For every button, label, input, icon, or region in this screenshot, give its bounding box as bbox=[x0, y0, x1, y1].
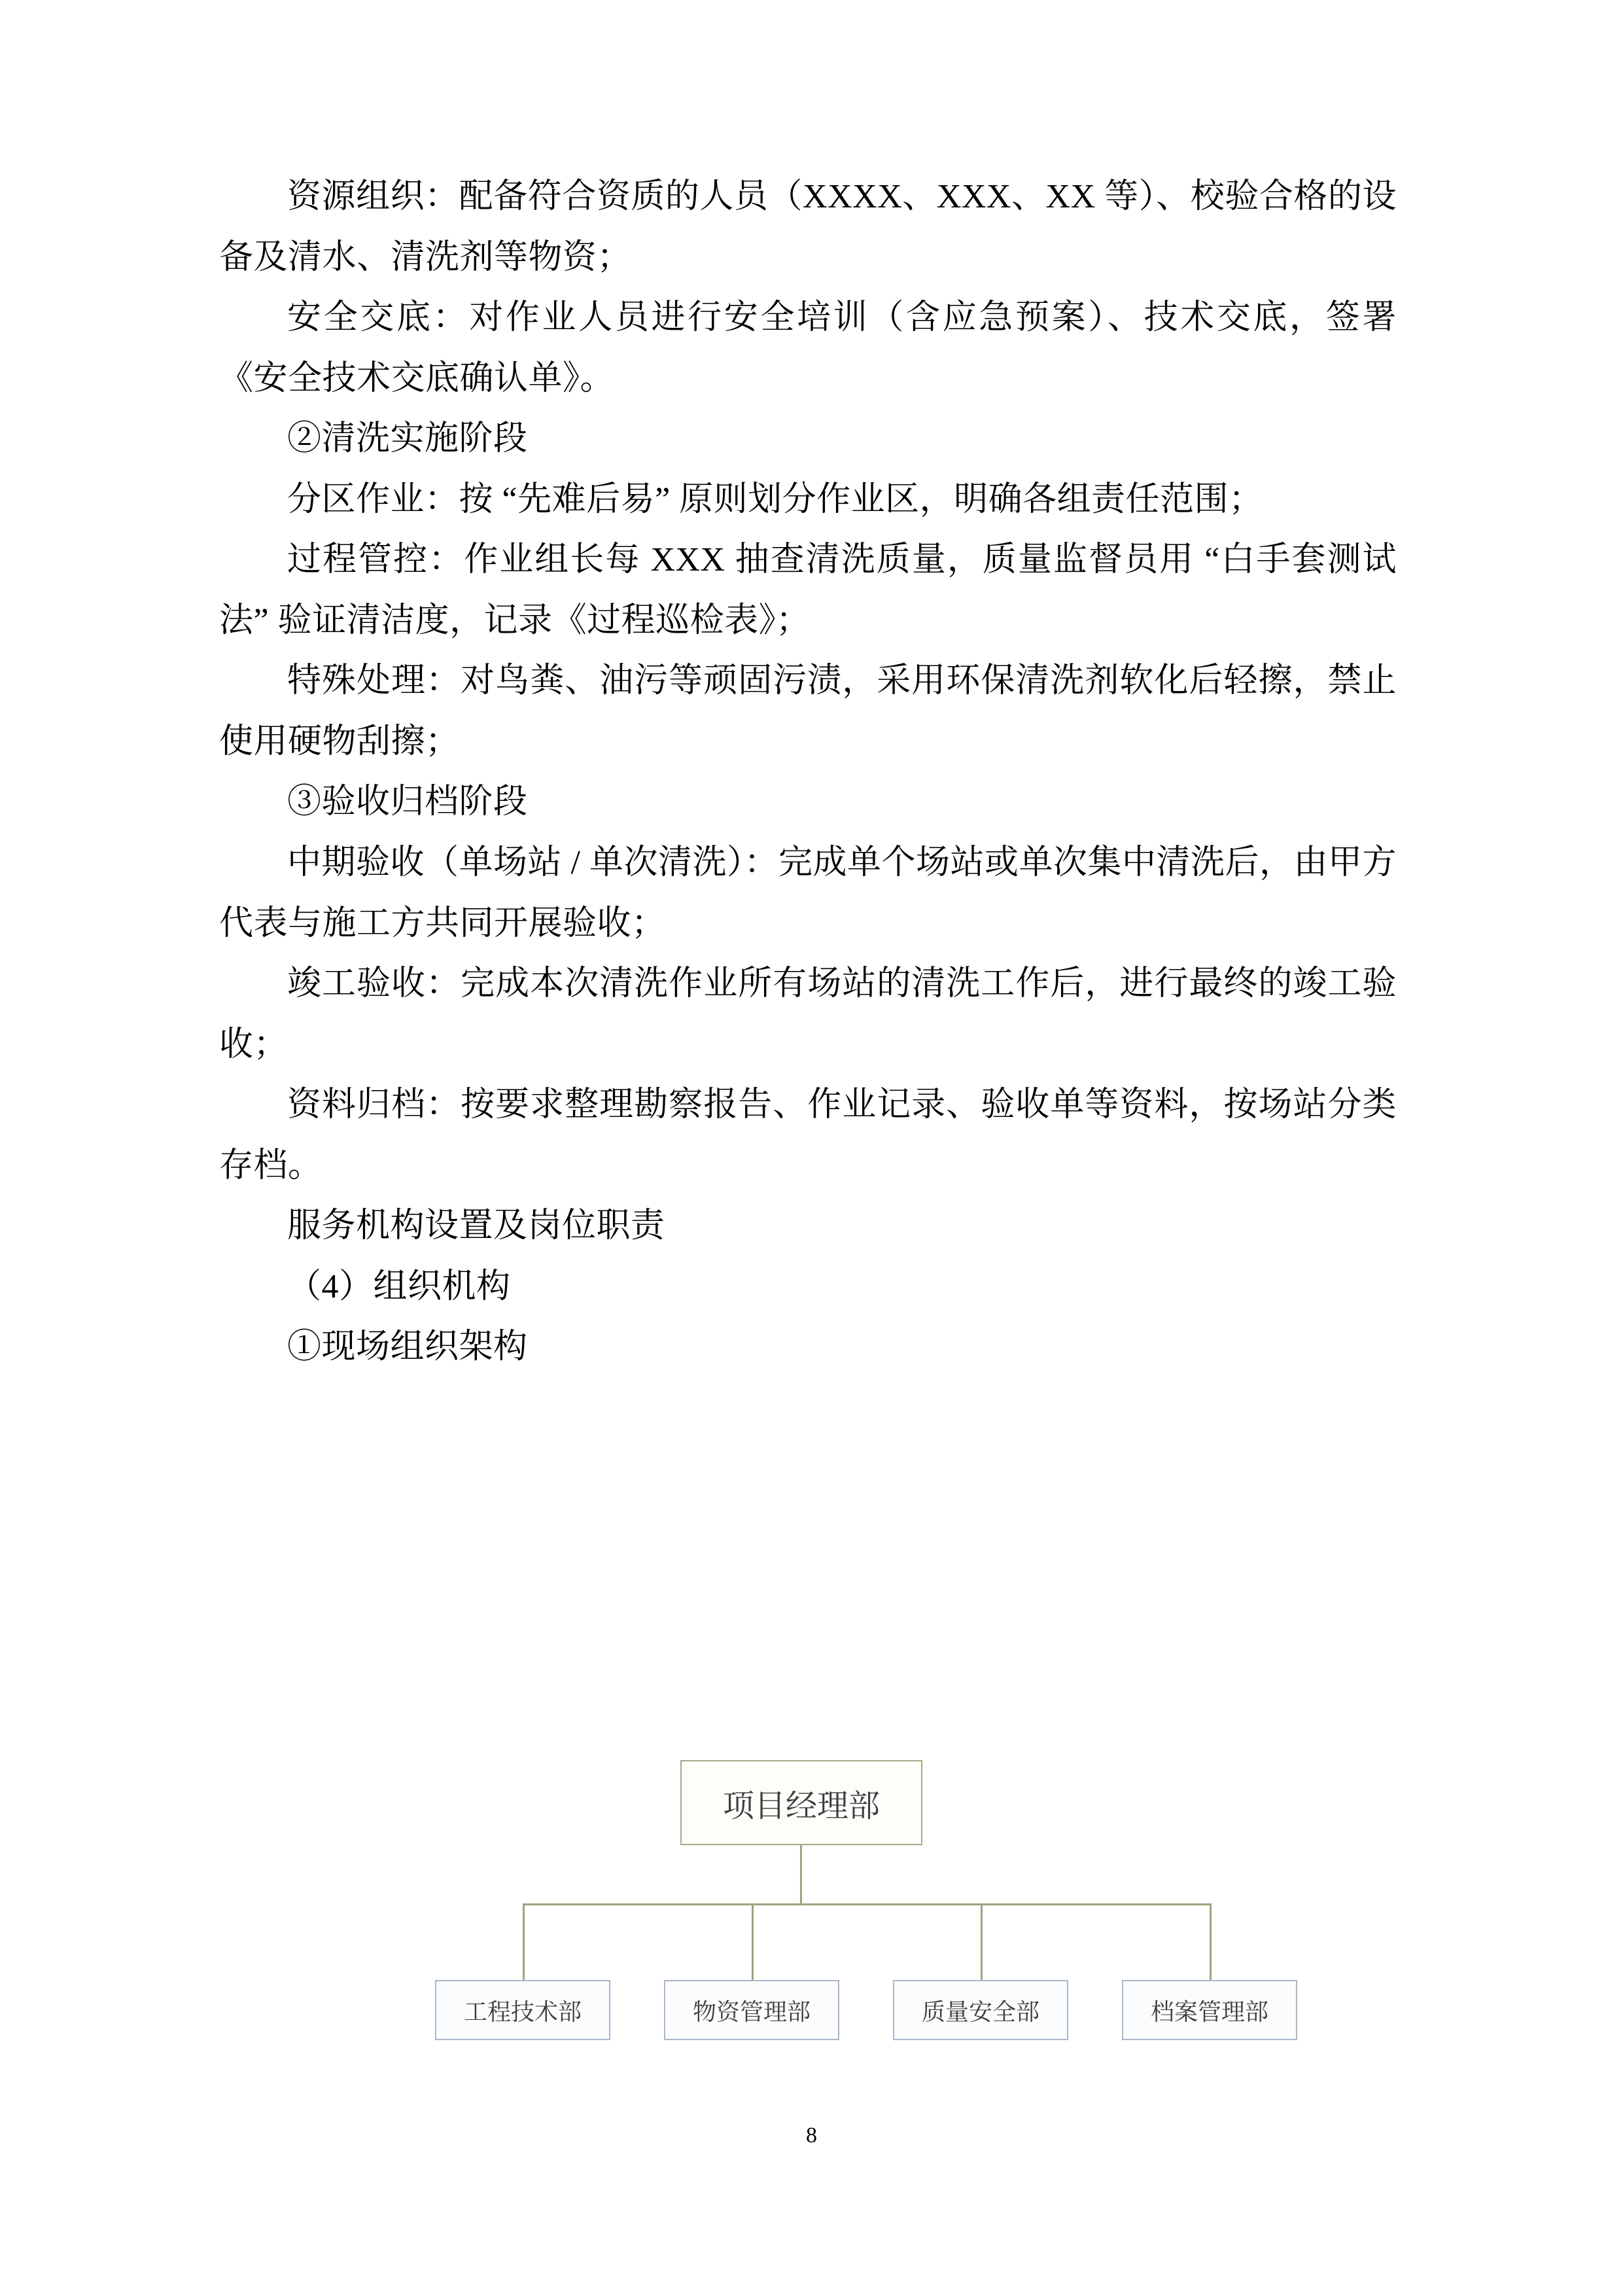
org-node-materials-management-department: 物资管理部 bbox=[664, 1980, 839, 2040]
paragraph-data-archiving: 资料归档：按要求整理勘察报告、作业记录、验收单等资料，按场站分类存档。 bbox=[219, 1086, 1397, 1184]
heading-acceptance-archiving-stage: ③验收归档阶段 bbox=[287, 783, 528, 821]
connector-branch-3 bbox=[981, 1903, 983, 1980]
page-number: 8 bbox=[806, 2123, 817, 2147]
paragraph-completion-acceptance: 竣工验收：完成本次清洗作业所有场站的清洗工作后，进行最终的竣工验收； bbox=[219, 965, 1397, 1063]
organization-chart bbox=[219, 1760, 1397, 2041]
org-node-engineering-technology-department: 工程技术部 bbox=[435, 1980, 610, 2040]
document-body bbox=[219, 167, 1397, 1378]
paragraph-resource-organization: 资源组织：配备符合资质的人员（XXXX、XXX、XX 等）、校验合格的设备及清水、清洗剂等物资； bbox=[219, 178, 1397, 276]
org-node-quality-safety-department: 质量安全部 bbox=[893, 1980, 1068, 2040]
connector-branch-2 bbox=[752, 1903, 754, 1980]
connector-horizontal-bus bbox=[523, 1903, 1210, 1905]
org-node-archives-management-department: 档案管理部 bbox=[1122, 1980, 1297, 2040]
heading-organization-structure: （4）组织机构 bbox=[287, 1267, 511, 1305]
connector-branch-4 bbox=[1210, 1903, 1212, 1980]
paragraph-special-treatment: 特殊处理：对鸟粪、油污等顽固污渍，采用环保清洗剂软化后轻擦，禁止使用硬物刮擦； bbox=[219, 662, 1397, 760]
paragraph-interim-acceptance: 中期验收（单场站 / 单次清洗）：完成单个场站或单次集中清洗后，由甲方代表与施工方共同开展验收； bbox=[219, 844, 1397, 942]
connector-root-vertical bbox=[800, 1845, 802, 1904]
connector-branch-1 bbox=[523, 1903, 525, 1980]
heading-site-organization-chart: ①现场组织架构 bbox=[287, 1328, 528, 1366]
org-node-project-manager-department: 项目经理部 bbox=[680, 1760, 922, 1845]
paragraph-zone-operation: 分区作业：按 “先难后易” 原则划分作业区，明确各组责任范围； bbox=[287, 480, 1263, 518]
paragraph-process-control: 过程管控：作业组长每 XXX 抽查清洗质量，质量监督员用 “白手套测试法” 验证清洁度，记录《过程巡检表》； bbox=[219, 541, 1397, 639]
paragraph-safety-briefing: 安全交底：对作业人员进行安全培训（含应急预案）、技术交底，签署《安全技术交底确认单》。 bbox=[219, 299, 1397, 397]
heading-service-org-and-duties: 服务机构设置及岗位职责 bbox=[287, 1207, 665, 1245]
heading-cleaning-implementation-stage: ②清洗实施阶段 bbox=[287, 420, 528, 458]
